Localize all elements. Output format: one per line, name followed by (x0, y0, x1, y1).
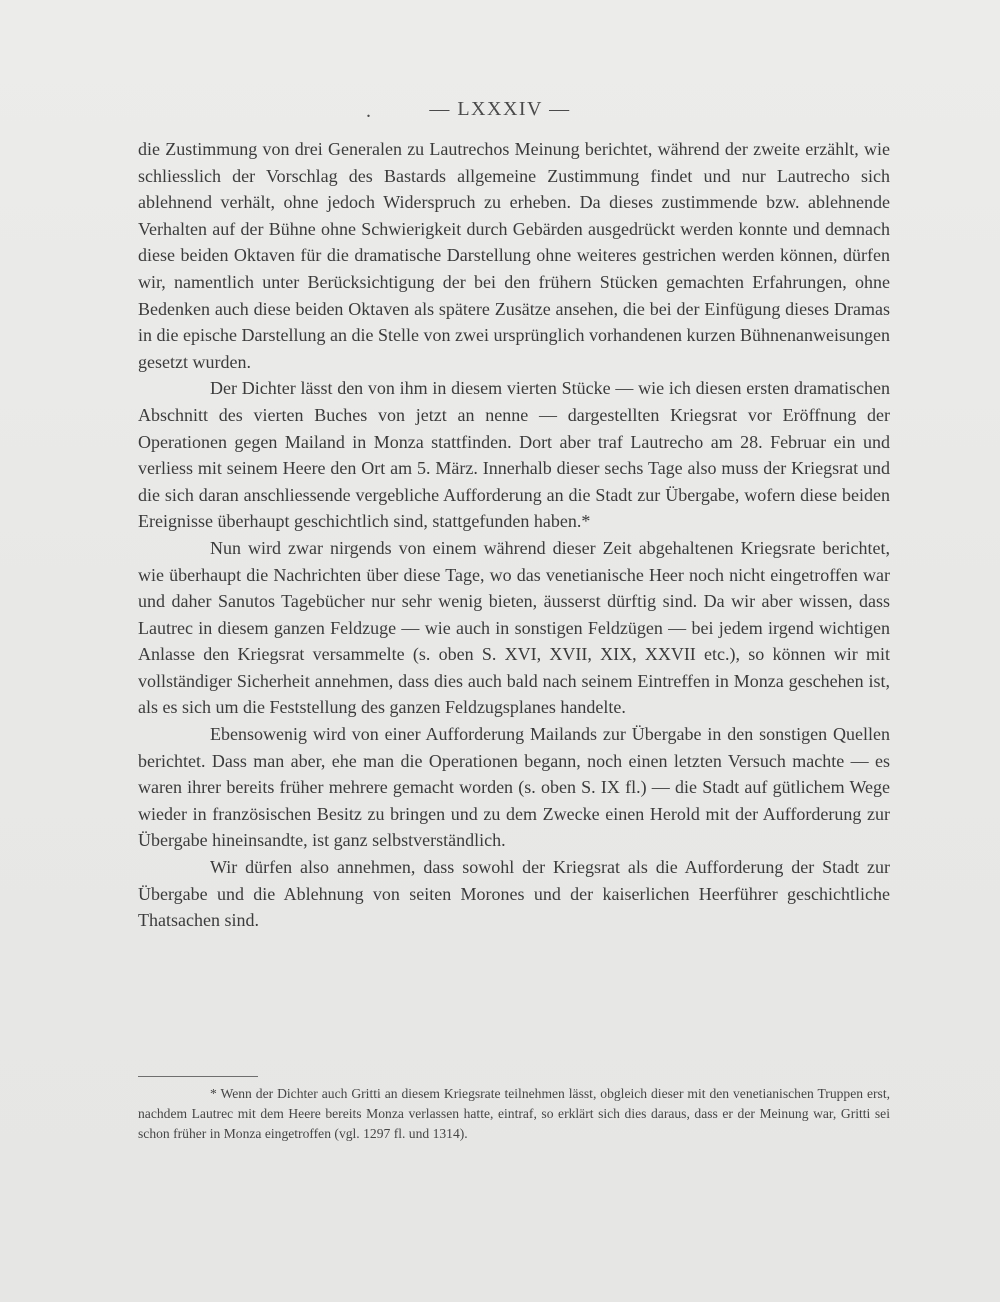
paragraph: die Zustimmung von drei Generalen zu Lautrechos Meinung berichtet, während der zweite erzählt, wie schliesslich der Vorschlag des Bastards allgemeine Zustimmung findet und nur Lautrecho sich ablehnend verhält, ohne jedoch Widerspruch zu erheben. Da dieses zustimmende bzw. ablehnende Verhalten auf der Bühne ohne Schwierigkeit durch Gebärden ausgedrückt werden konnte und demnach diese beiden Oktaven für die dramatische Darstellung ohne weiteres gestrichen werden können, dürfen wir, namentlich unter Berücksichtigung der bei den frühern Stücken gemachten Erfahrungen, ohne Bedenken auch diese beiden Oktaven als spätere Zusätze ansehen, die bei der Einfügung dieses Dramas in die epische Darstellung an die Stelle von zwei ursprünglich vorhandenen kurzen Bühnenanweisungen gesetzt wurden. (138, 139, 890, 372)
header-marker: . (366, 100, 373, 122)
paragraph: Ebensowenig wird von einer Aufforderung Mailands zur Übergabe in den sonstigen Quellen berichtet. Dass man aber, ehe man die Operationen begann, noch einen letzten Versuch machte — es waren ihrer bereits früher mehrere gemacht worden (s. oben S. IX fl.) — die Stadt auf gütlichem Wege wieder in französischen Besitz zu bringen und zu dem Zwecke einen Herold mit der Aufforderung zur Übergabe hineinsandte, ist ganz selbstverständlich. (138, 724, 890, 851)
paragraph: Nun wird zwar nirgends von einem während dieser Zeit abgehaltenen Kriegsrate berichtet, wie überhaupt die Nachrichten über diese Tage, wo das venetianische Heer noch nicht eingetroffen war und daher Sanutos Tagebücher nur sehr wenig bieten, äusserst dürftig sind. Da wir aber wissen, dass Lautrec in diesem ganzen Feldzuge — wie auch in sonstigen Feldzügen — bei jedem irgend wichtigen Anlasse den Kriegsrat versammelte (s. oben S. XVI, XVII, XIX, XXVII etc.), so können wir mit vollständiger Sicherheit annehmen, dass dies auch bald nach seinem Eintreffen in Monza geschehen ist, als es sich um die Feststellung des ganzen Feldzugsplanes handelte. (138, 537, 890, 718)
paragraph: Wir dürfen also annehmen, dass sowohl der Kriegsrat als die Aufforderung der Stadt zur Übergabe und die Ablehnung von seiten Morones und der kaiserlichen Heerführer geschichtliche Thatsachen sind. (138, 857, 890, 931)
main-text (138, 136, 890, 934)
paragraph: Der Dichter lässt den von ihm in diesem vierten Stücke — wie ich diesen ersten dramatischen Abschnitt des vierten Buches von jetzt an nenne — dargestellten Kriegsrat vor Eröffnung der Operationen gegen Mailand in Monza stattfinden. Dort aber traf Lautrecho am 28. Februar ein und verliess mit seinem Heere den Ort am 5. März. Innerhalb dieser sechs Tage also muss der Kriegsrat und die sich daran anschliessende vergebliche Aufforderung an die Stadt zur Übergabe, wofern diese beiden Ereignisse überhaupt geschichtlich sind, stattgefunden haben.* (138, 378, 890, 532)
page-number: — LXXXIV — (429, 98, 571, 120)
page-header (0, 98, 1000, 121)
footnote-divider (138, 1076, 258, 1077)
footnote-text: * Wenn der Dichter auch Gritti an diesem Kriegsrate teilnehmen lässt, obgleich dieser mit den venetianischen Truppen erst, nachdem Lautrec mit dem Heere bereits Monza verlassen hatte, eintraf, so erklärt sich dies daraus, dass er der Meinung war, Gritti sei schon früher in Monza eingetroffen (vgl. 1297 fl. und 1314). (138, 1086, 890, 1141)
footnote (138, 1084, 890, 1144)
